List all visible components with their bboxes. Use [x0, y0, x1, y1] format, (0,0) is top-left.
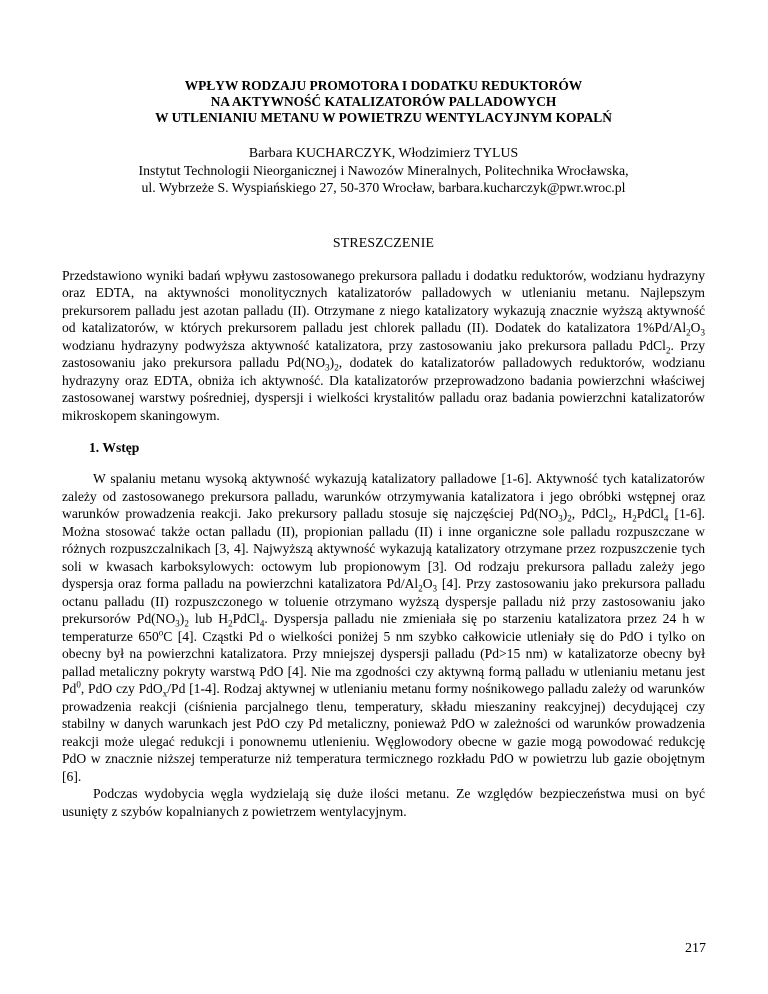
section-body [62, 470, 705, 820]
author-names: Barbara KUCHARCZYK, Włodzimierz TYLUS [248, 145, 519, 160]
intro-paragraph-2: Podczas wydobycia węgla wydzielają się duże ilości metanu. Ze względów bezpieczeństwa musi on być usunięty z szybów kopalnianych z powietrzem wentylacyjnym. [62, 786, 705, 819]
paper-page [62, 78, 705, 820]
affiliation-line-1: Instytut Technologii Nieorganicznej i Nawozów Mineralnych, Politechnika Wrocławska, [138, 162, 629, 178]
title-line-2: NA AKTYWNOŚĆ KATALIZATORÓW PALLADOWYCH [210, 94, 557, 109]
paper-title [62, 78, 705, 126]
abstract-heading: STRESZCZENIE [332, 234, 435, 250]
intro-paragraph-1: W spalaniu metanu wysoką aktywność wykazują katalizatory palladowe [1-6]. Aktywność tych katalizatorów zależy od zastosowanego prekursora palladu, warunków otrzymywania katalizatora i jego obróbki wstępnej oraz warunków prowadzenia reakcji. Jako prekursory palladu stosuje się najczęściej $Pd(NO_3)_2$, PdCl$_2$, $H_2PdCl_4$ [1-6]. Można stosować także octan palladu (II), propionian palladu (II) i inne organiczne sole palladu rozpuszczane w różnych rozpuszczalnikach [3, 4]. Najwyższą aktywność wykazują katalizatory otrzymane przez rozpuszczenie tych soli w kwasach karboksylowych: octowym lub propionowym [3]. Od rodzaju prekursora palladu zależy jego dyspersja oraz forma palladu na powierzchni katalizatora $Pd/Al_2O_3$ [4]. Przy zastosowaniu jako prekursora palladu octanu palladu (II) rozpuszczonego w toluenie otrzymano wyższą dyspersje palladu niż przy zastosowaniu jako prekursorów $Pd(NO_3)_2$ lub $H_2PdCl_4$. Dyspersja palladu nie zmieniała się po starzeniu katalizatora przez 24 h w temperaturze 650$^o$C [4]. Cząstki Pd o wielkości poniżej 5 nm szybko całkowicie utleniały się do PdO i tylko on obecny był na powierzchni katalizatora. Przy mniejszej dyspersji palladu (Pd>15 nm) w katalizatorze obecny był pallad metaliczny pokryty warstwą PdO [4]. Nie ma zgodności czy aktywną formą palladu w utlenianiu metanu jest Pd$^0$, PdO czy PdO$_x$/Pd [1-4]. Rodzaj aktywnej w utlenianiu metanu formy nośnikowego palladu zależy od warunków prowadzenia reakcji (ciśnienia parcjalnego tlenu, temperatury, składu mieszaniny reakcyjnej) decydującej czy stabilny w danych warunkach jest PdO czy Pd metaliczny, ponieważ PdO w zależności od warunków prowadzenia reakcji może ulegać redukcji i ponownemu utlenieniu. Węglowodory obecne w gazie mogą powodować redukcję PdO w znacznie niższej temperaturze niż temperatura termicznego rozkładu PdO w powietrzu lub gazie obojętnym [6]. [62, 471, 705, 784]
title-line-3: W UTLENIANIU METANU W POWIETRZU WENTYLACYJNYM KOPALŃ [155, 110, 612, 125]
affiliation-line-2: ul. Wybrzeże S. Wyspiańskiego 27, 50-370 Wrocław, barbara.kucharczyk@pwr.wroc.pl [141, 180, 626, 195]
author-block [62, 144, 705, 197]
page-number: 217 [685, 941, 706, 956]
title-line-1: WPŁYW RODZAJU PROMOTORA I DODATKU REDUKTORÓW [184, 78, 583, 93]
abstract-paragraph: Przedstawiono wyniki badań wpływu zastosowanego prekursora palladu i dodatku reduktorów, wodzianu hydrazyny oraz EDTA, na aktywności monolitycznych katalizatorów palladowych w utlenianiu metanu. Najlepszym prekursorem palladu jest azotan palladu (II). Otrzymane z niego katalizatory wykazują znacznie wyższą aktywność od katalizatorów, w których prekursorem palladu jest chlorek palladu (II). Dodatek do katalizatora $1\%Pd/Al_2O_3$ wodzianu hydrazyny podwyższa aktywność katalizatora, przy zastosowaniu jako prekursora palladu PdCl$_2$. Przy zastosowaniu jako prekursora palladu $Pd(NO_3)_2$, dodatek do katalizatorów palladowych reduktorów, wodzianu hydrazyny oraz EDTA, obniża ich aktywność. Dla katalizatorów przeprowadzono badania powierzchni właściwej zastosowanej warstwy pośredniej, dyspersji i wielkości krystalitów palladu oraz badania powierzchni katalizatorów mikroskopem skaningowym. [62, 267, 705, 423]
section-heading-intro: 1. Wstęp [89, 440, 140, 455]
